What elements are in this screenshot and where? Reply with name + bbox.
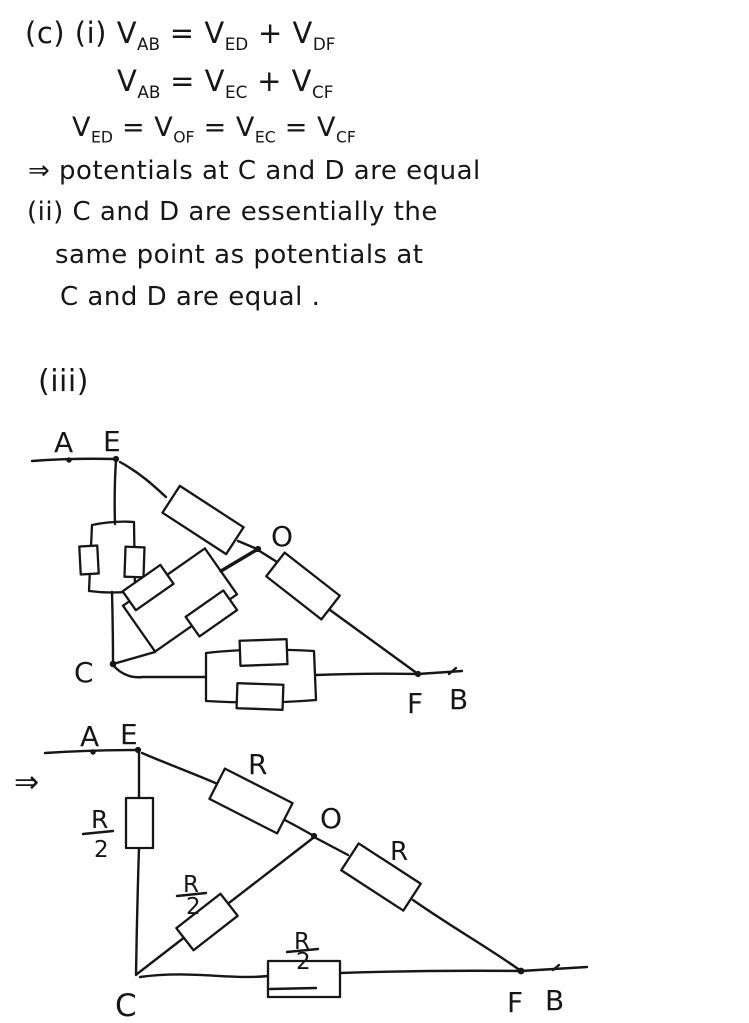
implies-arrow: ⇒ — [14, 765, 40, 800]
resistor2-of-label: R — [390, 837, 409, 867]
wire-c-to-parallel — [113, 652, 155, 664]
resistor2-ec — [126, 798, 153, 848]
equation-vab-ved-vdf: (c) (i) $V_{AB} = V_{ED} + V_{DF}$ — [25, 16, 336, 54]
wire-e-down — [115, 460, 116, 524]
node-label-a: A — [54, 426, 74, 459]
resistor2-cf-inner-stroke — [270, 988, 316, 989]
circuit-1 — [32, 425, 468, 720]
node-label-b: B — [449, 683, 469, 716]
resistor-group-e-o — [162, 486, 243, 554]
node-dot-c — [110, 661, 117, 668]
resistor-of — [266, 553, 340, 620]
wire2-res-to-o — [283, 819, 314, 836]
resistor2-of — [341, 843, 420, 910]
wire-loop-to-c — [112, 592, 113, 664]
resistor-cf-top — [240, 639, 288, 666]
part-ii-line-2: same point as potentials at — [55, 240, 424, 270]
resistor2-ec-label-den: 2 — [94, 837, 109, 863]
wire-res-to-o — [238, 541, 257, 549]
resistor2-co-label-num: R — [183, 872, 199, 898]
node2-label-a: A — [80, 720, 100, 753]
resistor2-ec-fraction-bar — [83, 831, 113, 834]
resistor2-group-o-f — [341, 843, 420, 910]
resistor2-cf-label-den: 2 — [296, 949, 311, 975]
wire2-res-to-f-bottom — [340, 971, 521, 973]
node2-label-c: C — [115, 988, 137, 1023]
wire-loop-to-f — [316, 674, 418, 675]
resistor2-cf-label-num: R — [294, 929, 310, 955]
part-ii-line-3: C and D are equal . — [60, 282, 321, 312]
equation-equal-potentials: $V_{ED} = V_{OF} = V_{EC} = V_{CF}$ — [72, 112, 356, 147]
node-label-c: C — [74, 656, 94, 689]
node2-label-e: E — [120, 718, 138, 751]
wire2-e-to-res — [142, 753, 220, 785]
node2-dot-f — [518, 968, 525, 975]
resistor-co-lower — [186, 590, 237, 636]
resistor2-co-label-den: 2 — [186, 894, 201, 920]
node-label-o: O — [271, 520, 294, 553]
node-label-f: F — [407, 687, 424, 720]
node-label-e: E — [103, 425, 121, 458]
wire-res-to-f — [330, 610, 418, 674]
resistor-group-o-f — [266, 553, 340, 620]
wire2-res-to-c — [136, 848, 139, 975]
resistor-ec-left — [79, 546, 98, 575]
wire2-c-to-res — [140, 974, 268, 977]
wire-a-e — [32, 459, 117, 461]
wire-f-to-b — [418, 671, 462, 674]
resistor2-ec-label-num: R — [91, 805, 109, 834]
resistor-ec-right — [124, 547, 144, 578]
wire2-res-to-f — [413, 900, 521, 971]
node2-label-b: B — [545, 984, 565, 1017]
node2-label-f: F — [507, 986, 524, 1019]
equation-vab-vec-vcf: $V_{AB} = V_{EC} + V_{CF}$ — [117, 64, 334, 102]
resistor-cf-bottom — [237, 683, 284, 710]
part-iii-label: (iii) — [38, 364, 89, 399]
resistor-eo — [162, 486, 243, 554]
wire-c-to-loop — [113, 665, 206, 677]
wire2-o-to-res — [314, 837, 348, 855]
node-dot-f — [415, 671, 421, 677]
node2-dot-o — [311, 833, 317, 839]
node2-label-o: O — [320, 802, 343, 835]
part-ii-line-1: (ii) C and D are essentially the — [27, 197, 438, 227]
resistor2-eo-label: R — [248, 748, 268, 781]
circuit-2 — [14, 718, 587, 1023]
wire-e-to-res — [120, 462, 166, 497]
conclusion-part-i: ⇒ potentials at C and D are equal — [28, 156, 481, 186]
node-dot-o — [255, 546, 261, 552]
